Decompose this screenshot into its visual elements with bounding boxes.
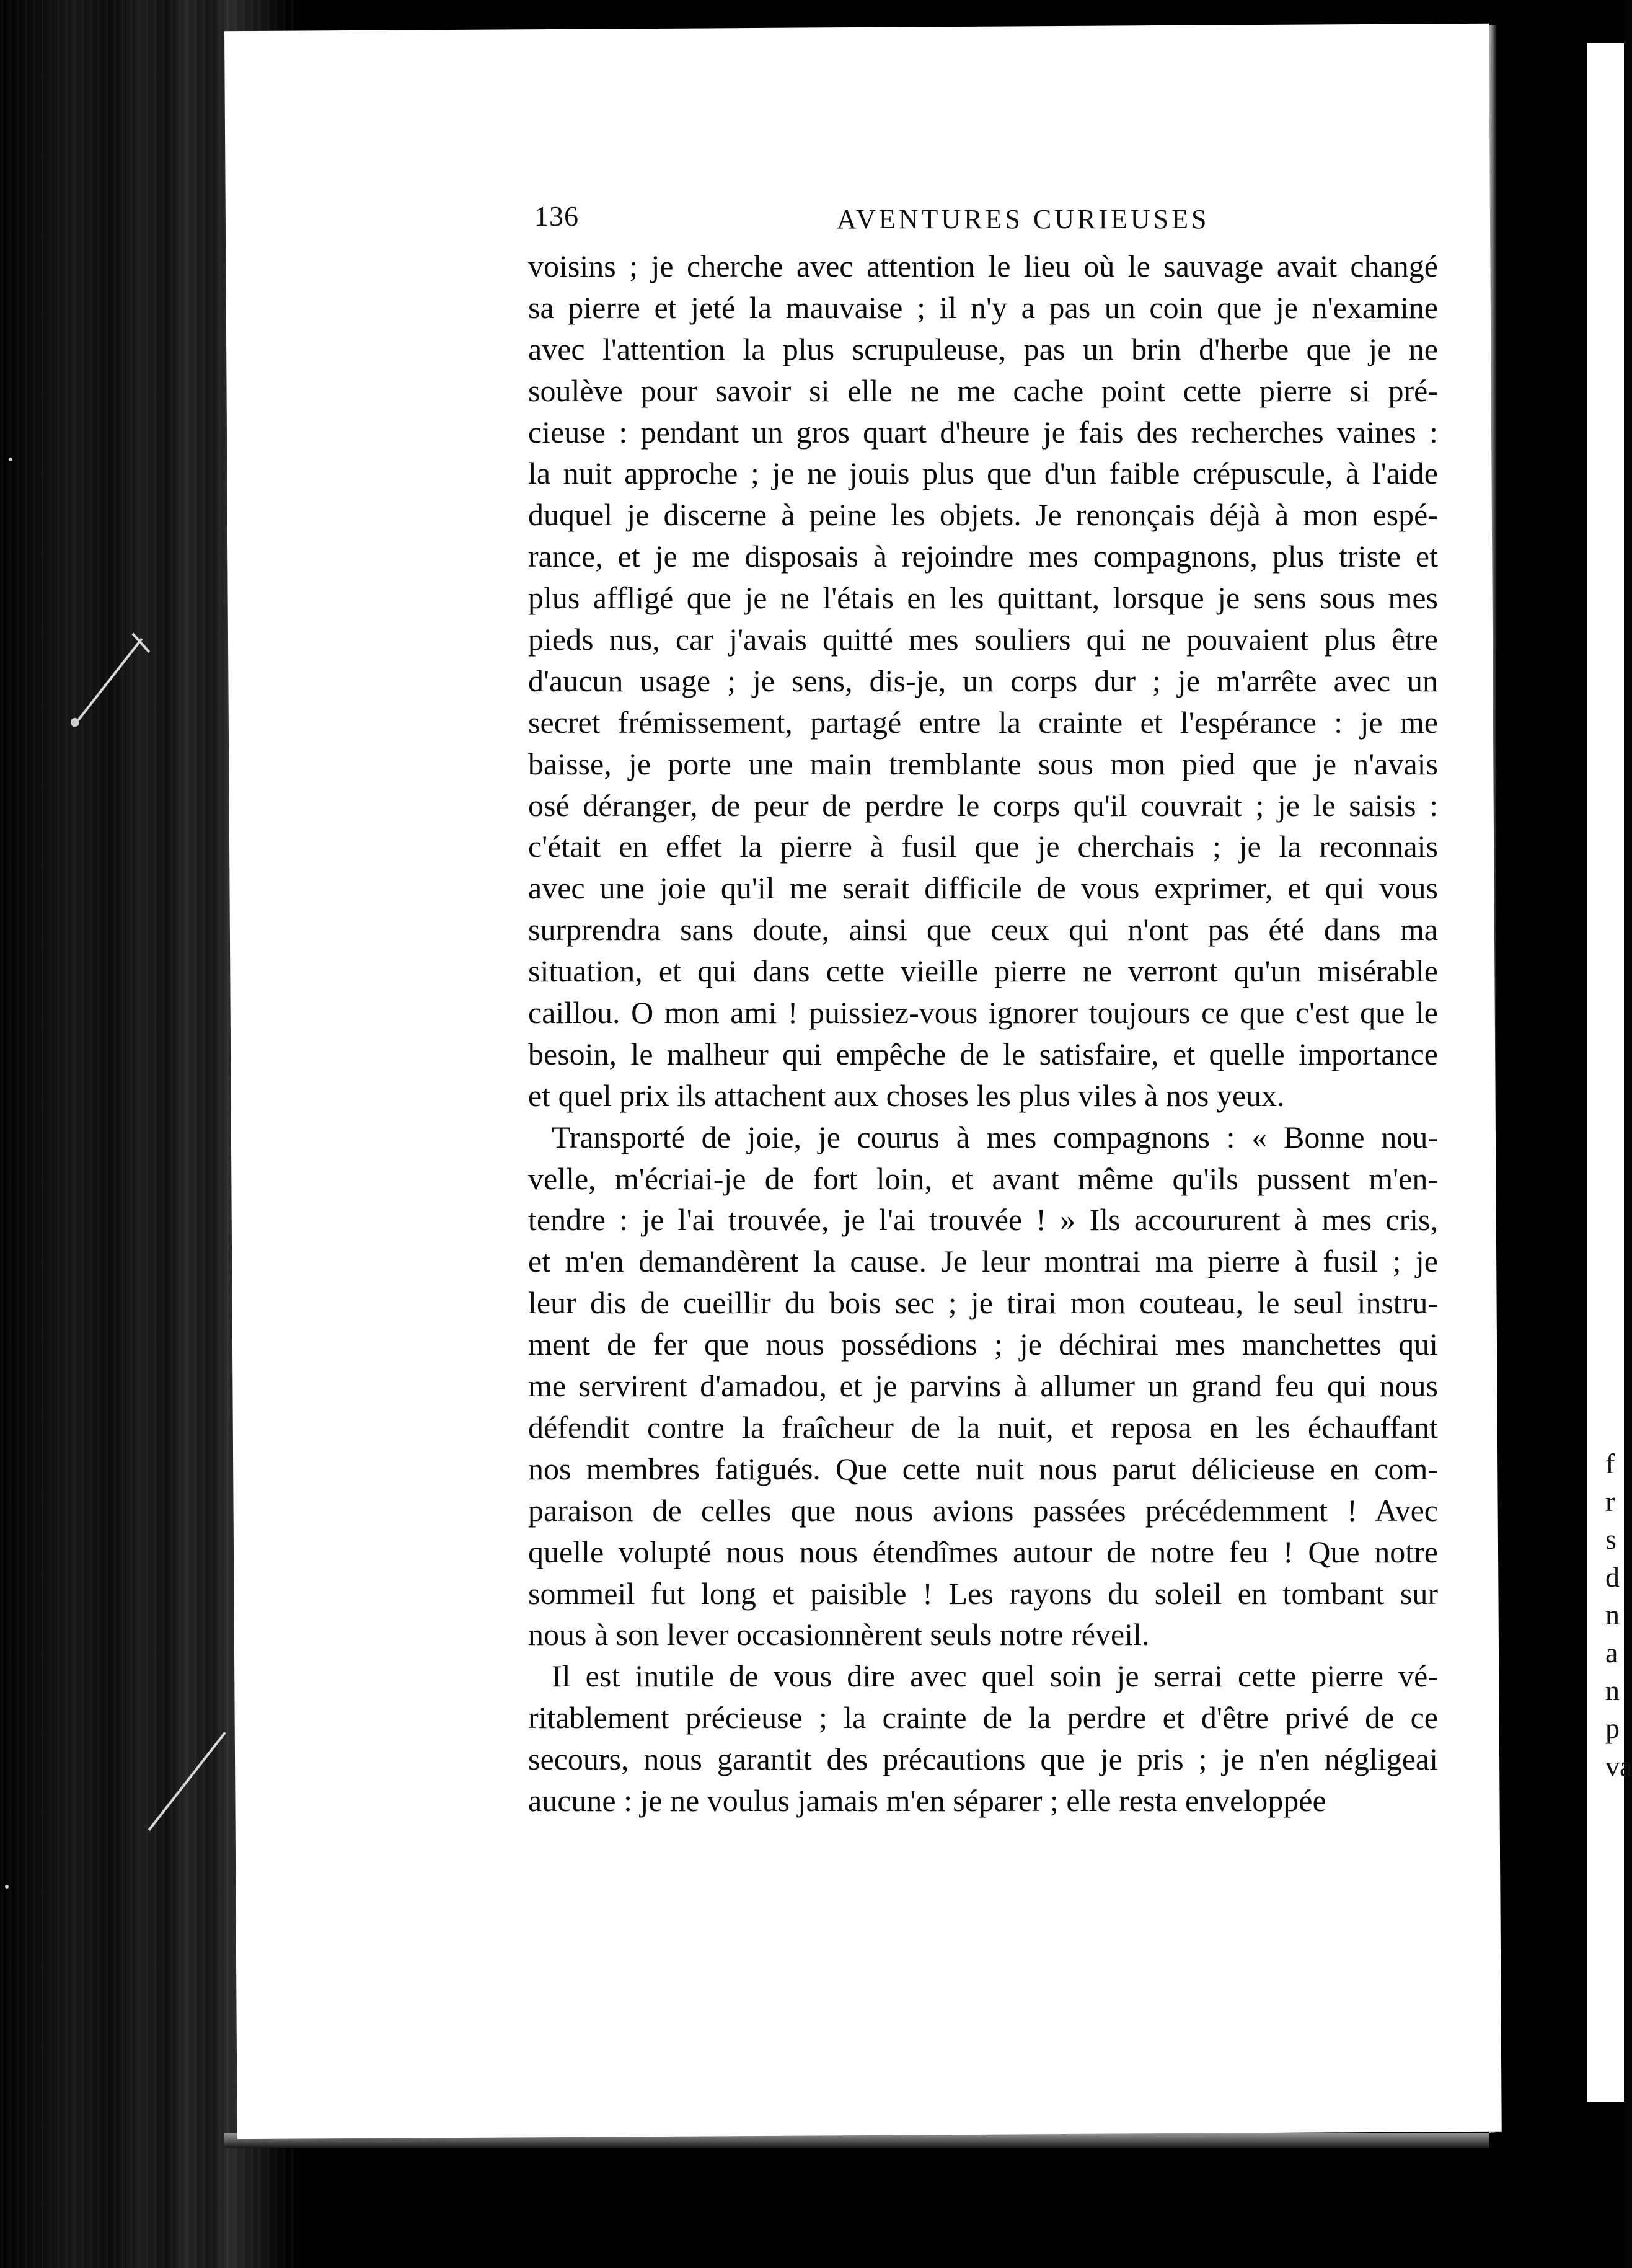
text-line: nous à son lever occasionnèrent seuls notre réveil.: [528, 1617, 1150, 1652]
text-line: surprendra sans doute, ainsi que ceux qui n'ont pas été dans ma: [528, 912, 1438, 947]
text-line: Transporté de joie, je courus à mes compagnons : « Bonne nou-: [552, 1119, 1438, 1154]
dust-speck: [71, 718, 79, 727]
running-title: AVENTURES CURIEUSES: [837, 204, 1210, 234]
text-line: pieds nus, car j'avais quitté mes souliers qui ne pouvaient plus être: [528, 622, 1438, 657]
text-line: tendre : je l'ai trouvée, je l'ai trouvée ! » Ils accoururent à mes cris,: [528, 1202, 1438, 1238]
text-line: situation, et qui dans cette vieille pierre ne verront qu'un misérable: [528, 954, 1438, 989]
text-line: baisse, je porte une main tremblante sous mon pied que je n'avais: [528, 746, 1438, 781]
text-line: secours, nous garantit des précautions que je pris ; je n'en négligeai: [528, 1742, 1438, 1777]
text-line: besoin, le malheur qui empêche de le satisfaire, et quelle importance: [528, 1036, 1438, 1071]
text-line: avec l'attention la plus scrupuleuse, pas un brin d'herbe que je ne: [528, 331, 1438, 366]
body-text: [528, 246, 1438, 1822]
paragraph: [528, 246, 1438, 1117]
paragraph: [528, 1117, 1438, 1656]
text-line: la nuit approche ; je ne jouis plus que d'un faible crépuscule, à l'aide: [528, 456, 1438, 491]
text-line: velle, m'écriai-je de fort loin, et avant même qu'ils pussent m'en-: [528, 1161, 1438, 1196]
adjacent-page-letter: n: [1605, 1675, 1620, 1706]
text-line: nos membres fatigués. Que cette nuit nous parut délicieuse en com-: [528, 1451, 1438, 1486]
text-line: c'était en effet la pierre à fusil que je cherchais ; je la reconnais: [528, 829, 1438, 864]
page-number: 136: [534, 200, 579, 232]
adjacent-page-letter: a: [1605, 1637, 1618, 1668]
text-line: et m'en demandèrent la cause. Je leur montrai ma pierre à fusil ; je: [528, 1244, 1438, 1279]
text-line: plus affligé que je ne l'étais en les quittant, lorsque je sens sous mes: [528, 580, 1438, 616]
text-line: secret frémissement, partagé entre la crainte et l'espérance : je me: [528, 704, 1438, 740]
text-line: Il est inutile de vous dire avec quel soin je serrai cette pierre vé-: [552, 1659, 1438, 1694]
dust-speck: [9, 458, 12, 461]
adjacent-page-letter: s: [1605, 1523, 1617, 1555]
adjacent-page-letter: d: [1605, 1561, 1620, 1593]
text-line: soulève pour savoir si elle ne me cache point cette pierre si pré-: [528, 373, 1438, 408]
adjacent-page-letter: f: [1605, 1448, 1615, 1479]
text-line: leur dis de cueillir du bois sec ; je tirai mon couteau, le seul instru-: [528, 1285, 1438, 1321]
text-line: cieuse : pendant un gros quart d'heure je fais des recherches vaines :: [528, 414, 1438, 450]
text-line: osé déranger, de peur de perdre le corps qu'il couvrait ; je le saisis :: [528, 787, 1438, 823]
text-line: sa pierre et jeté la mauvaise ; il n'y a pas un coin que je n'examine: [528, 290, 1438, 325]
text-line: rance, et je me disposais à rejoindre mes compagnons, plus triste et: [528, 539, 1438, 574]
text-line: voisins ; je cherche avec attention le lieu où le sauvage avait changé: [528, 249, 1438, 283]
adjacent-page-text: [1605, 1445, 1632, 1785]
text-line: avec une joie qu'il me serait difficile de vous exprimer, et qui vous: [528, 870, 1438, 906]
text-line: ment de fer que nous possédions ; je déchirai mes manchettes qui: [528, 1327, 1438, 1362]
dust-speck: [5, 1885, 9, 1889]
adjacent-page-letter: va: [1605, 1750, 1632, 1782]
text-line: aucune : je ne voulus jamais m'en séparer ; elle resta enveloppée: [528, 1783, 1326, 1818]
adjacent-page-letter: p: [1605, 1712, 1620, 1744]
text-line: caillou. O mon ami ! puissiez-vous ignorer toujours ce que c'est que le: [528, 995, 1438, 1030]
text-line: d'aucun usage ; je sens, dis-je, un corps dur ; je m'arrête avec un: [528, 663, 1438, 698]
paragraph: [528, 1655, 1438, 1822]
text-line: ritablement précieuse ; la crainte de la perdre et d'être privé de ce: [528, 1700, 1438, 1735]
text-line: duquel je discerne à peine les objets. Je renonçais déjà à mon espé-: [528, 497, 1438, 533]
text-line: quelle volupté nous nous étendîmes autour de notre feu ! Que notre: [528, 1534, 1438, 1569]
text-line: et quel prix ils attachent aux choses les plus viles à nos yeux.: [528, 1078, 1285, 1113]
text-line: paraison de celles que nous avions passées précédemment ! Avec: [528, 1492, 1438, 1528]
adjacent-page: [1587, 43, 1632, 2102]
text-line: défendit contre la fraîcheur de la nuit, et reposa en les échauffant: [528, 1409, 1438, 1445]
text-line: sommeil fut long et paisible ! Les rayons du soleil en tombant sur: [528, 1575, 1438, 1611]
adjacent-page-letter: n: [1605, 1599, 1620, 1631]
running-head: [534, 192, 1278, 236]
text-line: me servirent d'amadou, et je parvins à allumer un grand feu qui nous: [528, 1368, 1438, 1404]
adjacent-page-letter: r: [1605, 1486, 1615, 1517]
